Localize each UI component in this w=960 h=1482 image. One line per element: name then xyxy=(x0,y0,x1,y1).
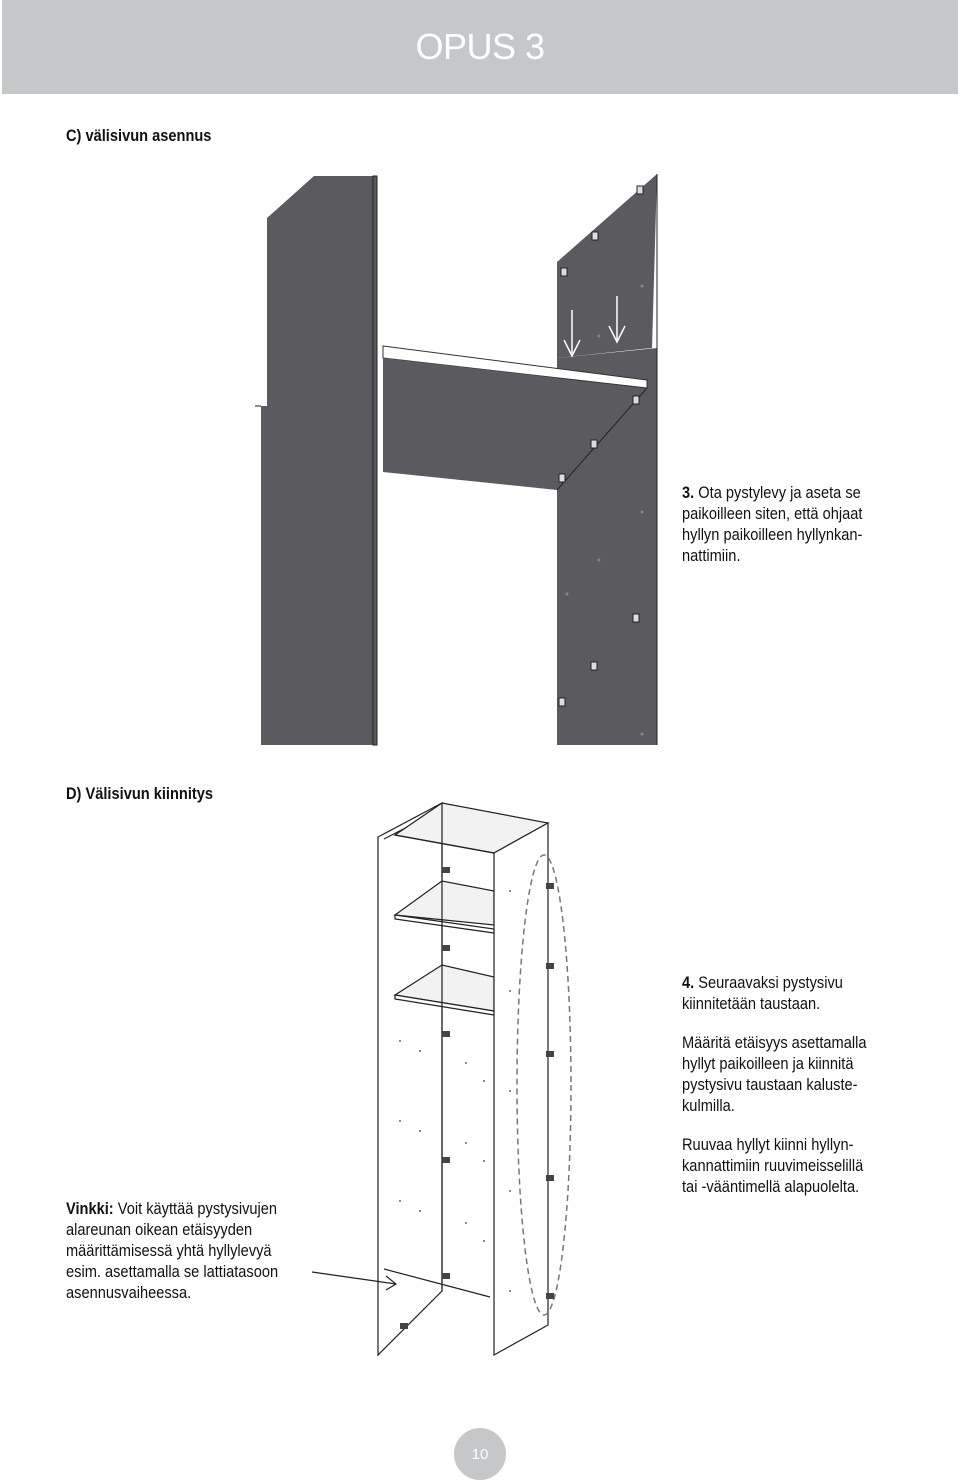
step-4-line: Ruuvaa hyllyt kiinni hyllyn- xyxy=(682,1135,854,1154)
left-panel xyxy=(261,176,373,745)
document-title: OPUS 3 xyxy=(415,26,545,67)
tip-text xyxy=(66,1198,278,1303)
section-c-heading: C) välisivun asennus xyxy=(66,126,212,145)
step-4-line: Seuraavaksi pystysivu xyxy=(698,973,843,992)
step-3-text xyxy=(682,482,862,566)
tip-line: alareunan oikean etäisyyden xyxy=(66,1220,253,1239)
tip-line: määrittämisessä yhtä hyllylevyä xyxy=(66,1241,272,1260)
step-3-line: paikoilleen siten, että ohjaat xyxy=(682,504,863,523)
page-number-badge: 10 xyxy=(454,1428,506,1480)
figure-c-illustration xyxy=(255,168,675,753)
step-3-number: 3. xyxy=(682,483,695,502)
step-4-line: tai -vääntimellä alapuolelta. xyxy=(682,1177,860,1196)
step-4-line: Määritä etäisyys asettamalla xyxy=(682,1033,867,1052)
step-3-line: hyllyn paikoilleen hyllynkan- xyxy=(682,525,863,544)
step-4-text xyxy=(682,972,866,1197)
step-4-line: kulmilla. xyxy=(682,1096,735,1115)
step-4-line: pystysivu taustaan kaluste- xyxy=(682,1075,858,1094)
step-4-number: 4. xyxy=(682,973,695,992)
page-header xyxy=(2,0,958,94)
step-4-line: kiinnitetään taustaan. xyxy=(682,994,821,1013)
shelf-face xyxy=(383,358,557,490)
tip-line: Voit käyttää pystysivujen xyxy=(117,1199,278,1218)
step-4-line: hyllyt paikoilleen ja kiinnitä xyxy=(682,1054,854,1073)
step-3-line: Ota pystylevy ja aseta se xyxy=(698,483,861,502)
step-3-line: nattimiin. xyxy=(682,546,741,565)
tip-arrow-icon xyxy=(310,1262,410,1292)
step-4-line: kannattimiin ruuvimeisselillä xyxy=(682,1156,864,1175)
section-d-heading: D) Välisivun kiinnitys xyxy=(66,784,214,803)
tip-label: Vinkki: xyxy=(66,1199,114,1218)
tip-line: esim. asettamalla se lattiatasoon xyxy=(66,1262,279,1281)
tip-line: asennusvaiheessa. xyxy=(66,1283,192,1302)
